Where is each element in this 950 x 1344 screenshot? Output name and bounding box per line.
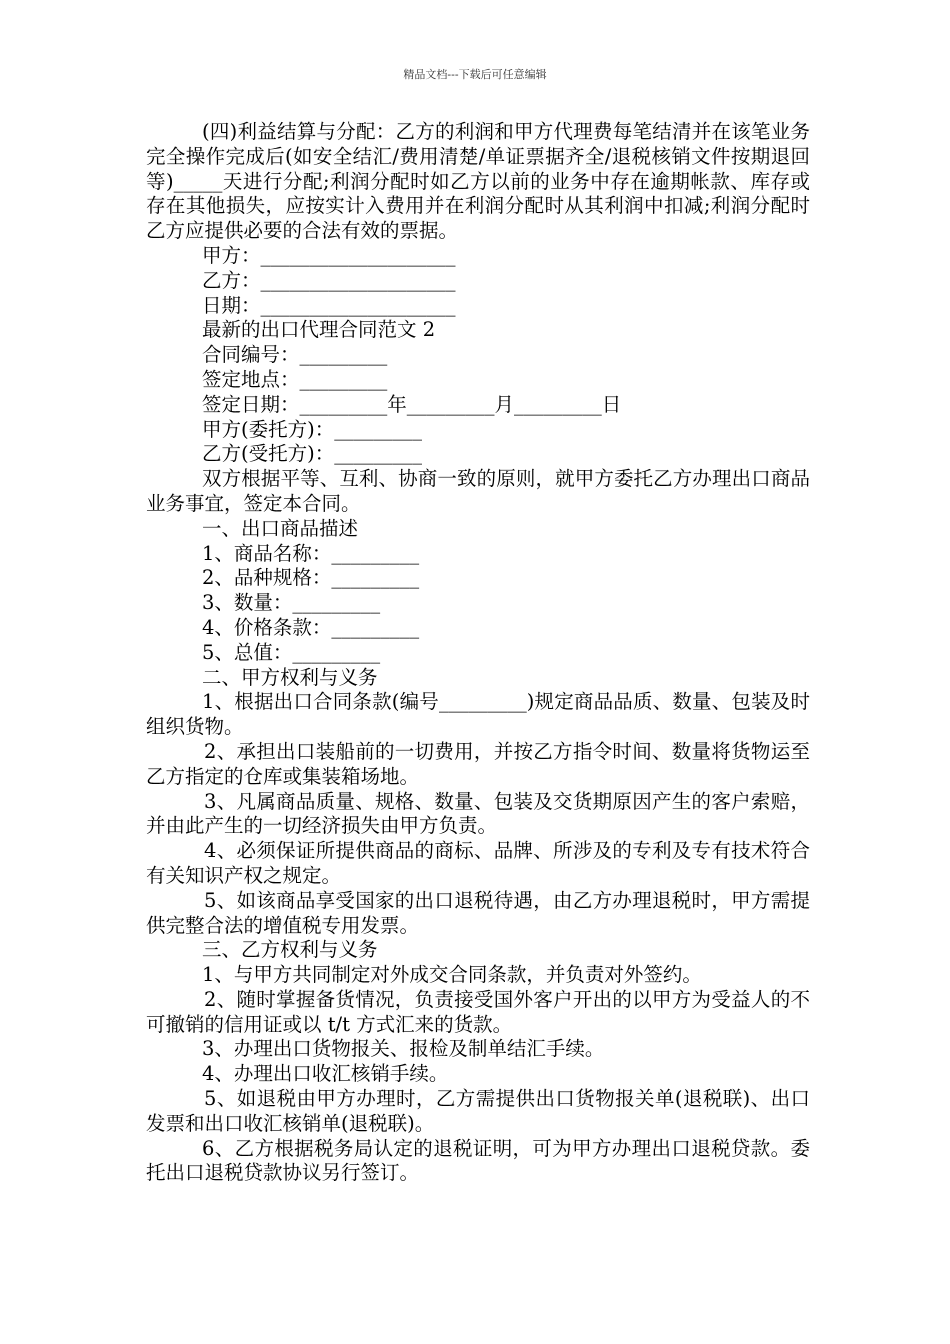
form-line: 3、数量：_________	[202, 591, 381, 615]
signature-line-party-b: 乙方：____________________	[202, 268, 456, 292]
paragraph: 5、如该商品享受国家的出口退税待遇，由乙方办理退税时，甲方需提供完整合法的增值税专用发票。	[146, 888, 810, 937]
document-body	[146, 120, 810, 1186]
form-line: 合同编号：_________	[202, 343, 388, 367]
form-line: 1、商品名称：_________	[202, 541, 420, 565]
paragraph: 2、承担出口装船前的一切费用，并按乙方指令时间、数量将货物运至乙方指定的仓库或集装箱场地。	[146, 739, 810, 788]
paragraph: 4、必须保证所提供商品的商标、品牌、所涉及的专利及专有技术符合有关知识产权之规定。	[146, 839, 810, 887]
form-line: 4、价格条款：_________	[202, 615, 420, 639]
form-line: 甲方(委托方)：_________	[202, 417, 422, 441]
heading: 二、甲方权利与义务	[202, 665, 378, 689]
section-title: 最新的出口代理合同范文 2	[202, 318, 436, 342]
signature-line-party-a: 甲方：____________________	[202, 243, 456, 267]
paragraph: 1、根据出口合同条款(编号_________)规定商品品质、数量、包装及时组织货物。	[146, 690, 810, 739]
paragraph: (四)利益结算与分配：乙方的利润和甲方代理费每笔结清并在该笔业务完全操作完成后(如安全结汇/费用清楚/单证票据齐全/退税核销文件按期退回等)_____天进行分配;利润分配时如乙方以前的业务中存在逾期帐款、库存或存在其他损失，应按实计入费用并在利润分配时从其利润中扣减;利润分配时乙方应提供必要的合法有效的票据。	[146, 120, 810, 243]
form-line: 签定地点：_________	[202, 367, 388, 391]
paragraph: 2、随时掌握备货情况，负责接受国外客户开出的以甲方为受益人的不可撤销的信用证或以 t/t 方式汇来的货款。	[146, 987, 810, 1036]
paragraph: 5、如退税由甲方办理时，乙方需提供出口货物报关单(退税联)、出口发票和出口收汇核销单(退税联)。	[146, 1087, 810, 1135]
form-line: 2、品种规格：_________	[202, 566, 420, 590]
paragraph: 3、办理出口货物报关、报检及制单结汇手续。	[202, 1037, 605, 1061]
paragraph: 1、与甲方共同制定对外成交合同条款，并负责对外签约。	[202, 963, 702, 987]
page-header: 精品文档---下载后可任意编辑	[403, 68, 547, 81]
form-line: 签定日期：_________年_________月_________日	[202, 392, 622, 416]
heading: 一、出口商品描述	[202, 516, 359, 540]
paragraph: 3、凡属商品质量、规格、数量、包装及交货期原因产生的客户索赔，并由此产生的一切经济损失由甲方负责。	[146, 789, 810, 838]
form-line: 乙方(受托方)：_________	[202, 442, 422, 466]
form-line: 5、总值：_________	[202, 640, 381, 664]
paragraph: 6、乙方根据税务局认定的退税证明，可为甲方办理出口退税贷款。委托出口退税贷款协议另行签订。	[146, 1136, 810, 1185]
paragraph: 双方根据平等、互利、协商一致的原则，就甲方委托乙方办理出口商品业务事宜，签定本合同。	[146, 467, 810, 515]
signature-line-date: 日期：____________________	[202, 293, 456, 317]
heading: 三、乙方权利与义务	[202, 938, 378, 962]
paragraph: 4、办理出口收汇核销手续。	[202, 1062, 449, 1086]
